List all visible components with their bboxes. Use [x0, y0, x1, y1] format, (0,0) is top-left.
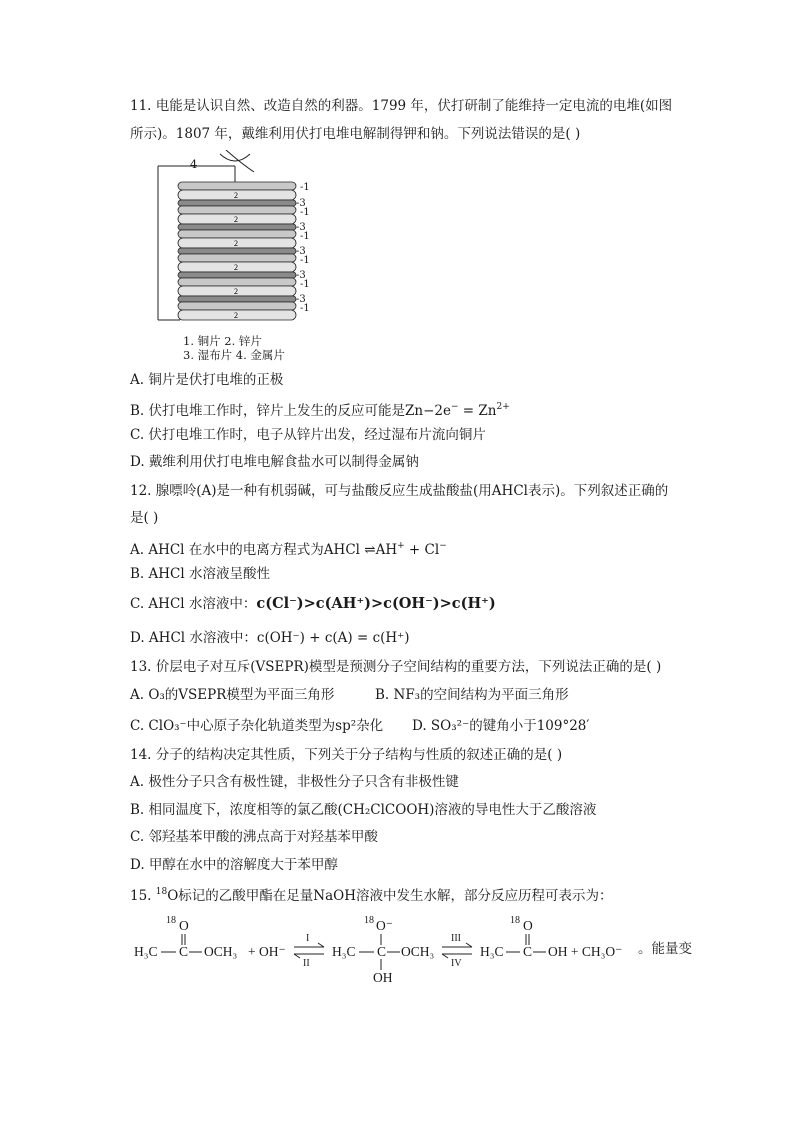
figure-caption-1: 1. 铜片 2. 锌片	[183, 334, 262, 348]
copper-plate	[178, 302, 296, 310]
q12-a-mid: + Cl	[404, 542, 440, 558]
m2-hydroxyl: OH	[373, 970, 393, 985]
q12-d-equation: c(OH⁻) + c(A) = c(H⁺)	[256, 630, 410, 646]
q15-text-post: O标记的乙酸甲酯在足量NaOH溶液中发生水解，部分反应历程可表示为：	[167, 888, 613, 904]
pile-layer-label: -1	[300, 255, 310, 266]
q12-a-sup1: +	[397, 541, 405, 551]
copper-plate	[178, 206, 296, 214]
q13-option-c: C. ClO₃⁻中心原子杂化轨道类型为sp²杂化	[130, 718, 384, 734]
m1-oxygen: O	[179, 918, 189, 933]
pile-layer-label: -1	[300, 231, 310, 242]
q12-option-c	[130, 594, 496, 614]
wet-cloth-plate	[178, 224, 296, 230]
zinc-plate-label: 2	[234, 287, 238, 296]
m2-isotope: 18	[364, 915, 374, 926]
q12-line1: 12. 腺嘌呤(A)是一种有机弱碱，可与盐酸反应生成盐酸盐(用AHCl表示)。下列叙述正确的	[130, 483, 669, 499]
zinc-plate-label: 2	[234, 239, 238, 248]
q12-a-text: A. AHCl 在水中的电离方程式为AHCl ⇌AH	[130, 542, 398, 558]
q12-option-d	[130, 628, 410, 648]
pile-layer-label: -3	[296, 246, 306, 257]
q11-option-b	[130, 397, 510, 421]
zinc-plate-label: 2	[234, 311, 238, 320]
q13-line1: 13. 价层电子对互斥(VSEPR)模型是预测分子空间结构的重要方法，下列说法正确的是( )	[130, 659, 662, 675]
q14-option-b: B. 相同温度下，浓度相等的氯乙酸(CH₂ClCOOH)溶液的导电性大于乙酸溶液	[130, 802, 597, 818]
copper-plate	[178, 254, 296, 262]
copper-plate	[178, 182, 296, 190]
arrow-label-4: IV	[451, 958, 462, 969]
wet-cloth-plate	[178, 272, 296, 278]
m3-oxygen: O	[523, 918, 533, 933]
q14-line1: 14. 分子的结构决定其性质，下列关于分子结构与性质的叙述正确的是( )	[130, 747, 563, 763]
q11-option-d: D. 戴维利用伏打电堆电解食盐水可以制得金属钠	[130, 454, 419, 470]
q15-trailing-text: 。能量变	[638, 941, 692, 957]
zinc-plate-label: 2	[234, 191, 238, 200]
figure-caption-2: 3. 湿布片 4. 金属片	[183, 348, 285, 362]
q14-option-d: D. 甲醇在水中的溶解度大于苯甲醇	[130, 857, 338, 873]
m3-methyl: H₃C	[480, 944, 504, 959]
copper-plate	[178, 278, 296, 286]
q11-line2: 所示)。1807 年，戴维利用伏打电堆电解制得钾和钠。下列说法错误的是( )	[130, 126, 581, 142]
wet-cloth-plate	[178, 200, 296, 206]
m2-methyl: H₃C	[332, 944, 356, 959]
pile-layer-label: -3	[296, 294, 306, 305]
arrow-label-1: I	[306, 933, 310, 944]
m1-isotope: 18	[166, 915, 176, 926]
q13-option-d: D. SO₃²⁻的键角小于109°28′	[412, 718, 590, 734]
zinc-plate-label: 2	[234, 263, 238, 272]
q11-line1: 11. 电能是认识自然、改造自然的利器。1799 年，伏打研制了能维持一定电流的电堆(如图	[130, 98, 673, 114]
arrow-label-2: II	[303, 958, 310, 969]
q14-option-c: C. 邻羟基苯甲酸的沸点高于对羟基苯甲酸	[130, 829, 378, 845]
wet-cloth-plate	[178, 248, 296, 254]
q11-b-sup1: −	[450, 402, 459, 412]
q12-d-text: D. AHCl 水溶液中：	[130, 630, 257, 646]
q13-option-b: B. NF₃的空间结构为平面三角形	[375, 687, 569, 703]
pile-layer-label: -1	[300, 279, 310, 290]
q11-option-a: A. 铜片是伏打电堆的正极	[130, 372, 284, 388]
m1-methoxy: OCH₃	[204, 944, 238, 959]
q15-text-pre: 15.	[130, 888, 156, 904]
pile-layer-label: -1	[300, 207, 310, 218]
q12-line2: 是( )	[130, 510, 159, 526]
q11-b-text: B. 伏打电堆工作时，锌片上发生的反应可能是Zn−2e	[130, 403, 451, 419]
m2-oxygen-anion: O⁻	[376, 918, 393, 933]
m3-isotope: 18	[510, 915, 520, 926]
m3-carbon: C	[523, 944, 533, 959]
pile-layer-label: -1	[300, 182, 310, 193]
m1-carbon: C	[179, 944, 189, 959]
zinc-plate-label: 2	[234, 215, 238, 224]
m3-products: OH + CH₃O⁻	[548, 944, 623, 959]
q15-isotope-sup: 18	[155, 887, 168, 897]
q12-option-a	[130, 536, 447, 560]
q11-b-sup2: 2+	[496, 402, 510, 412]
figure-top-label: 4	[190, 157, 198, 171]
m1-methyl: H₃C	[134, 944, 158, 959]
m2-carbon: C	[377, 944, 387, 959]
arrow-label-3: III	[451, 933, 461, 944]
wet-cloth-plate	[178, 296, 296, 302]
q12-c-equation: c(Cl⁻)>c(AH⁺)>c(OH⁻)>c(H⁺)	[256, 595, 496, 612]
pile-layer-label: -1	[300, 303, 310, 314]
m2-methoxy: OCH₃	[401, 944, 435, 959]
q12-c-text: C. AHCl 水溶液中：	[130, 596, 257, 612]
q12-a-sup2: −	[439, 541, 447, 551]
hydroxide-reactant: + OH⁻	[248, 944, 286, 959]
q15-line1	[130, 882, 613, 906]
q12-option-b: B. AHCl 水溶液呈酸性	[130, 566, 270, 582]
copper-plate	[178, 230, 296, 238]
pile-layer-label: -3	[296, 198, 306, 209]
q11-b-mid: = Zn	[458, 403, 497, 419]
voltaic-pile-figure	[150, 150, 350, 325]
q14-option-a: A. 极性分子只含有极性键，非极性分子只含有非极性键	[130, 774, 459, 790]
q11-option-c: C. 伏打电堆工作时，电子从锌片出发，经过湿布片流向铜片	[130, 427, 486, 443]
pile-layer-label: -3	[296, 222, 306, 233]
pile-layer-label: -3	[296, 270, 306, 281]
q13-option-a: A. O₃的VSEPR模型为平面三角形	[130, 687, 335, 703]
